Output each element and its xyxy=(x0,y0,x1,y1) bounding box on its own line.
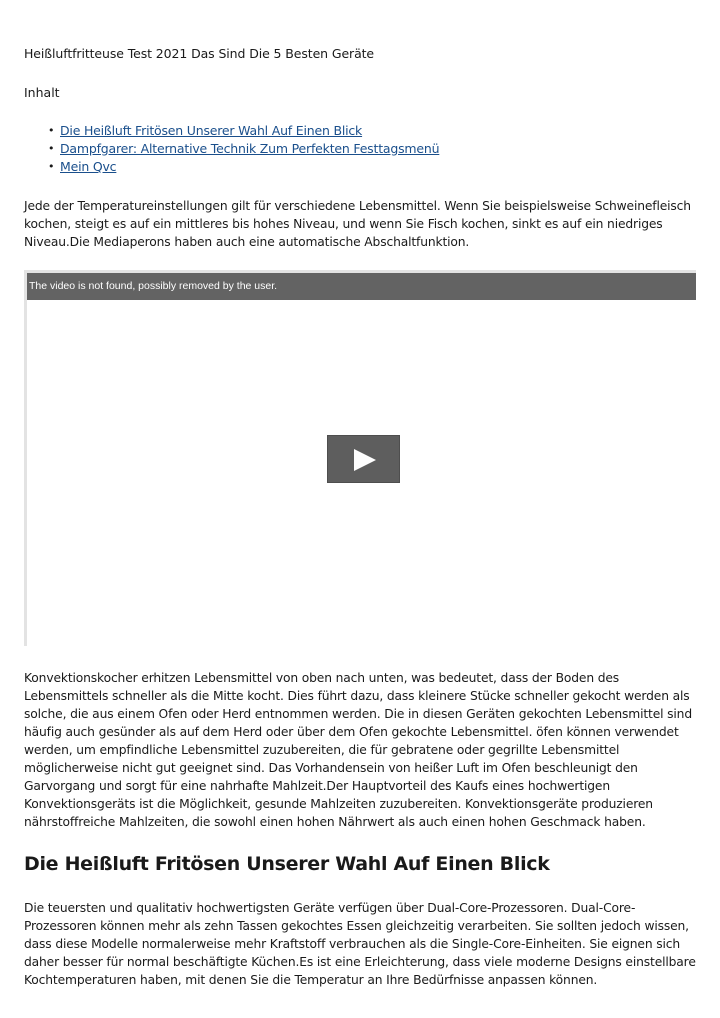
toc-heading: Inhalt xyxy=(24,85,60,100)
play-button[interactable] xyxy=(327,435,400,483)
paragraph-convection: Konvektionskocher erhitzen Lebensmittel von oben nach unten, was bedeutet, dass der Boden des Lebensmittels schneller als die Mitte kocht. Dies führt dazu, dass kleinere Stücke schneller gekocht werden als solche, die aus einem Ofen oder Herd entnommen werden. Die in diesen Geräten gekochten Lebensmittel sind häufig auch gesünder als auf dem Herd oder über dem Ofen gekochte Lebensmittel. öfen können verwendet werden, um empfindliche Lebensmittel zuzubereiten, die für gebratene oder gegrillte Lebensmittel möglicherweise nicht gut geeignet sind. Das Vorhandensein von heißer Luft im Ofen beschleunigt den Garvorgang und sorgt für eine nahrhafte Mahlzeit.Der Hauptvorteil des Kaufs eines hochwertigen Konvektionsgeräts ist die Möglichkeit, gesunde Mahlzeiten zuzubereiten. Konvektionsgeräte produzieren nährstoffreiche Mahlzeiten, die sowohl einen hohen Nährwert als auch einen hohen Geschmack haben. xyxy=(24,671,692,829)
toc-item xyxy=(48,140,440,158)
page-title: Heißluftfritteuse Test 2021 Das Sind Die 5 Besten Geräte xyxy=(24,46,375,61)
bullet-icon: • xyxy=(48,124,55,137)
video-title-bar xyxy=(27,273,696,300)
play-icon xyxy=(354,449,376,471)
bullet-icon: • xyxy=(48,160,55,173)
video-player[interactable] xyxy=(24,270,696,646)
table-of-contents xyxy=(48,122,440,176)
bullet-icon: • xyxy=(48,142,55,155)
toc-link-dampfgarer[interactable]: Dampfgarer: Alternative Technik Zum Perfekten Festtagsmenü xyxy=(60,141,440,156)
toc-link-heissluft-fritoesen[interactable]: Die Heißluft Fritösen Unserer Wahl Auf Einen Blick xyxy=(60,123,363,138)
section-heading: Die Heißluft Fritösen Unserer Wahl Auf Einen Blick xyxy=(24,853,550,875)
toc-item xyxy=(48,158,439,176)
toc-item xyxy=(48,122,439,140)
paragraph-temperature: Jede der Temperatureinstellungen gilt für verschiedene Lebensmittel. Wenn Sie beispielsweise Schweinefleisch kochen, steigt es auf ein mittleres bis hohes Niveau, und wenn Sie Fisch kochen, sinkt es auf ein niedriges Niveau.Die Mediaperons haben auch eine automatische Abschaltfunktion. xyxy=(24,199,691,249)
toc-link-mein-qvc[interactable]: Mein Qvc xyxy=(60,159,117,174)
paragraph-dual-core: Die teuersten und qualitativ hochwertigsten Geräte verfügen über Dual-Core-Prozessoren. Dual-Core-Prozessoren können mehr als zehn Tassen gekochtes Essen gleichzeitig verarbeiten. Sie sollten jedoch wissen, dass diese Modelle normalerweise mehr Kraftstoff verbrauchen als die Single-Core-Einheiten. Sie eignen sich daher besser für normal beschäftigte Küchen.Es ist eine Erleichterung, dass viele moderne Designs einstellbare Kochtemperaturen haben, mit denen Sie die Temperatur an Ihre Bedürfnisse anpassen können. xyxy=(24,901,696,987)
video-error-message: The video is not found, possibly removed by the user. xyxy=(29,280,278,292)
